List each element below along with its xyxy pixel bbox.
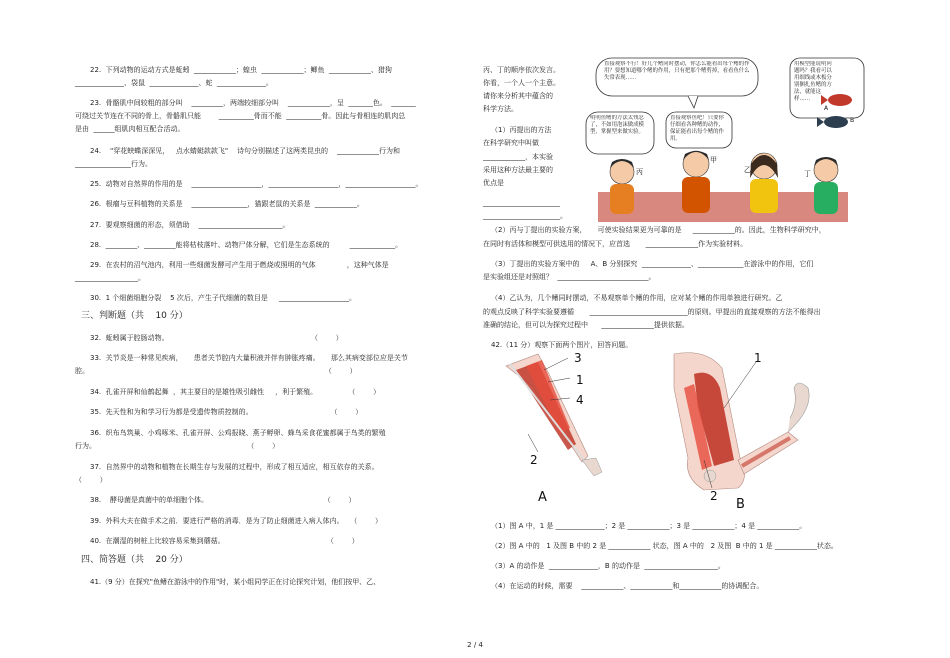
q28-line: 28. _________、_________能将枯枝落叶、动物尸体分解，它们是生态系统的 _____________。: [90, 241, 403, 249]
q36-line1: 36. 织布鸟筑巢、小鸡啄米、孔雀开屏、公鸡报晓、燕子孵卵、蜂鸟采食花蜜都属于鸟类的繁殖: [90, 429, 386, 437]
q42-3: （3）A 的动作是 ______________，B 的动作是 _____________________。: [491, 562, 725, 570]
section-3-heading: 三、判断题（共 10 分）: [81, 311, 188, 321]
q41-2-b: 在同时有活体和模型可供选用的情况下，应首选 _______________作为实验材料。: [483, 240, 748, 248]
q41-2-a: （2）丙与丁提出的实验方案， 可使实验结果更为可靠的是 ____________的。因此，生物科学研究中，: [491, 226, 826, 234]
q41-1-c: ____________，本实验: [483, 153, 553, 161]
q41-1-f: ______________________: [483, 199, 560, 207]
label-ding: 丁: [804, 170, 811, 178]
q30-line: 30. 1 个细菌细胞分裂 5 次后，产生子代细菌的数目是 ____________________。: [90, 294, 356, 302]
q33-line2: 腔。 （ ）: [75, 367, 357, 375]
q42-4: （4）在运动的时候，需要 ____________、____________和____________的协调配合。: [491, 582, 764, 590]
q26-line: 26. 根瘤与豆科植物的关系是 ________________，猫跟老鼠的关系是 ____________。: [90, 200, 364, 208]
caption-a: A: [538, 490, 547, 505]
q24-line2: ________________行为。: [75, 160, 152, 168]
student-bing-figure: [610, 159, 634, 214]
q41-4-b: 的观点反映了科学实验要遵循 ____________________________的原则。甲提出的直接观察的方法不能得出: [483, 308, 821, 316]
q34-line: 34. 孔雀开屏和仙鹤起舞 ，其主要目的是雄性吸引雌性 ，利于繁殖。 （ ）: [90, 388, 381, 396]
arm-b-illustration: [674, 353, 809, 490]
arm-muscle-diagram: [498, 348, 828, 513]
q38-line: 38. 酵母菌是真菌中的单细胞个体。 （ ）: [90, 496, 356, 504]
label-bing: 丙: [636, 168, 643, 176]
q41-4-a: （4）乙认为，几个鳍同时摆动，不易观察单个鳍的作用，应对某个鳍的作用单独进行研究。乙: [491, 294, 783, 302]
q41-cont-3: 请你来分析其中蕴含的: [483, 92, 553, 100]
q42-1: （1）图 A 中，1 是 ______________；2 是 ____________；3 是 ____________；4 是 ____________。: [491, 522, 807, 530]
q23-line2: 可绕过关节连在不同的骨上，骨骼肌只能 __________骨而不能 __________骨。因此与骨相连的肌肉总: [75, 112, 406, 120]
table-shape: [598, 192, 848, 222]
q42-heading: 42.（11 分）观察下面两个图片，回答问题。: [491, 341, 633, 349]
bubble-ding-text: 用模型能说明问题吗？我看可以用细线或木板分别捆扎鱼鳍的方法，就能这样……: [794, 61, 832, 102]
q41-cont-1: 丙、丁的顺序依次发言。: [483, 66, 560, 74]
q23-line1: 23. 骨骼肌中间较粗的部分叫 _________，两端较细部分叫 ____________，呈 _______色。 _______: [90, 99, 416, 107]
bubble-yi-text: 直接观察鱼吧！只要你仔细看各种鳍的动作，保证能看出每个鳍的作用。: [670, 115, 724, 142]
section-4-heading: 四、简答题（共 20 分）: [81, 555, 188, 565]
q37-line2: （ ）: [75, 476, 107, 484]
q36-line2: 行为。 （ ）: [75, 442, 280, 450]
bubble-bing-text: 明明鱼鳍的方法太残忍了，不如用泡沫做成模型，掌握型来做实验。: [590, 115, 644, 135]
q41-3-b: 是实验组还是对照组？ __________________________。: [483, 273, 656, 281]
label-jia: 甲: [710, 156, 717, 164]
label-yi: 乙: [744, 166, 751, 174]
student-yi-figure: [750, 153, 778, 213]
q41-1-d: 采用这种方法最主要的: [483, 166, 553, 174]
q41-cont-2: 你看，一个人一个主意。: [483, 79, 560, 87]
q27-line: 27. 要观察细菌的形态，须借助 ________________________。: [90, 221, 290, 229]
q22-line1: 22. 下列动物的运动方式是蚯蚓 ____________；蝗虫 ____________；鲫鱼 ____________、猎狗: [90, 66, 392, 74]
q41-1-g: ______________________。: [483, 212, 567, 220]
arm-a-label-1: 1: [576, 373, 584, 387]
arm-a-label-2: 2: [530, 453, 538, 467]
q40-line: 40. 在潮湿的树桩上比较容易采集到蘑菇。 （ ）: [90, 537, 359, 545]
page-number: 2 / 4: [467, 641, 483, 649]
arm-a-label-4: 4: [576, 393, 584, 407]
q24-line1: 24. "穿花蛱蝶深深见， 点水蜻蜓款款飞" 诗句分别描述了这两类昆虫的 ____________行为和: [90, 147, 400, 155]
arm-b-label-1: 1: [754, 351, 762, 365]
q29-line2: __________________。: [75, 274, 145, 282]
bubble-jia-text: 直接观察不行！好几个鳍同时摆动，你怎么能看出每个鳍的作用？要想知道哪个鳍的作用，只有把那个鳍剪掉，看看鱼什么失常表现……: [604, 61, 750, 81]
student-ding-figure: [814, 157, 838, 214]
q33-line1: 33. 关节炎是一种常见疾病， 患者关节腔内大量积液并伴有肿胀疼痛。 那么其病变部位应是关节: [90, 354, 408, 362]
q29-line1: 29. 在农村的沼气池内，利用一些细菌发酵可产生用于燃烧或照明的气体 ，这种气体是: [90, 261, 389, 269]
caption-b: B: [736, 497, 745, 512]
q37-line1: 37. 自然界中的动物和植物在长期生存与发展的过程中，形成了相互适应，相互依存的关系。: [90, 463, 379, 471]
q41-line: 41.（9 分）在探究"鱼鳍在游泳中的作用"时，某小组同学正在讨论探究计划，他们按甲、乙、: [90, 578, 381, 586]
q23-line3: 是由 ______组肌肉相互配合活动。: [75, 125, 185, 133]
arm-b-label-2: 2: [710, 489, 718, 503]
arm-a-illustration: [506, 354, 602, 476]
q22-line2: ______________、袋鼠 ______________、蛇 ______________。: [75, 79, 273, 87]
fish-b-label: B: [850, 117, 855, 124]
q41-3-a: （3）丁提出的实验方案中的 A、B 分别探究 ______________、_____________在游泳中的作用，它们: [491, 260, 814, 268]
q41-1-e: 优点是: [483, 179, 504, 187]
fish-fin-discussion-illustration: [578, 56, 868, 224]
fish-a-label: A: [824, 105, 829, 112]
q41-1-a: （1）丙提出的方法: [491, 126, 552, 134]
arm-a-label-3: 3: [574, 351, 582, 365]
q42-2: （2）图 A 中的 1 及图 B 中的 2 是 ____________ 状态，图 A 中的 2 及图 B 中的 1 是 ____________状态。: [491, 542, 838, 550]
student-jia-figure: [682, 151, 710, 213]
q41-4-c: 准确的结论，但可以为探究过程中 _______________提供依据。: [483, 321, 689, 329]
q35-line: 35. 先天性和为和学习行为都是受遗传物质控制的。 （ ）: [90, 408, 363, 416]
q25-line: 25. 动物对自然界的作用的是 ____________________，____________________，____________________。: [90, 180, 423, 188]
q32-line: 32. 蚯蚓属于腔肠动物。 （ ）: [90, 334, 343, 342]
q41-cont-4: 科学方法。: [483, 105, 518, 113]
q41-1-b: 在科学研究中叫做: [483, 139, 539, 147]
q39-line: 39. 外科大夫在做手术之前．要进行严格的消毒．是为了防止细菌进入病人体内。 （ ）: [90, 517, 383, 525]
